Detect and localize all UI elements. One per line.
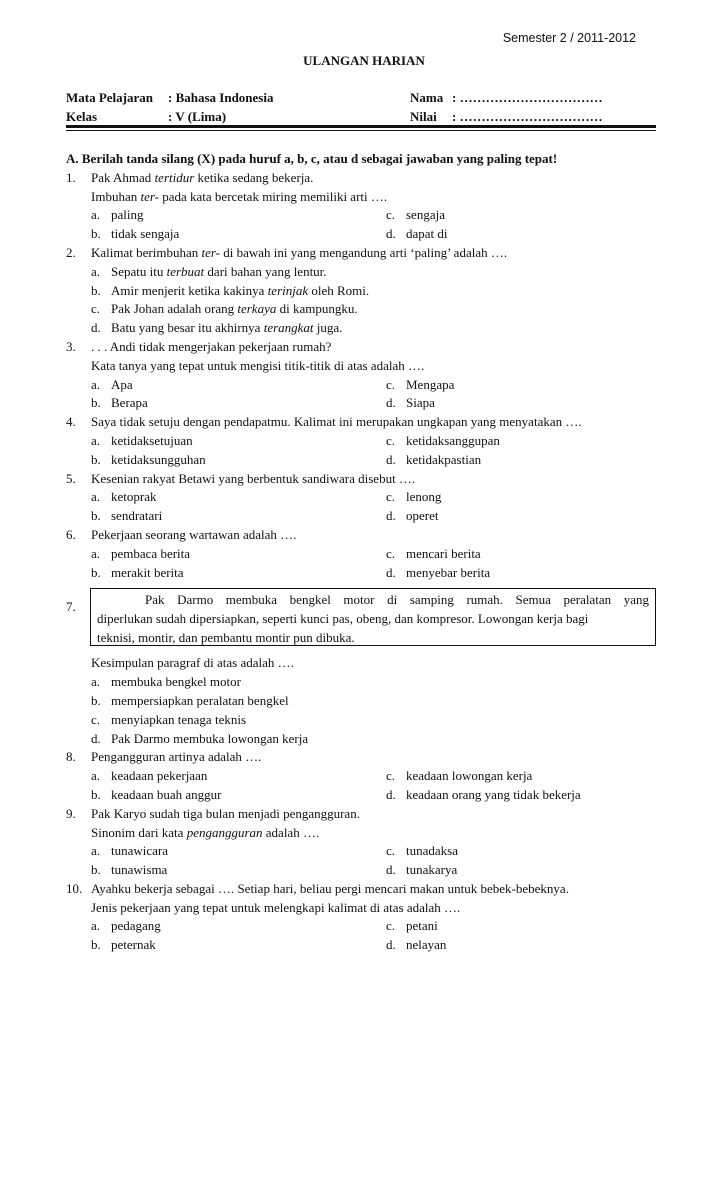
option-a[interactable]: a. tunawicara bbox=[91, 843, 169, 859]
option-a[interactable]: a. paling bbox=[91, 207, 144, 223]
question-7 bbox=[66, 588, 656, 654]
option-d[interactable]: d. Pak Darmo membuka lowongan kerja bbox=[91, 730, 309, 746]
question-10: 10. Ayahku bekerja sebagai …. Setiap hari, beliau pergi mencari makan untuk bebek-bebeknya. bbox=[66, 880, 656, 899]
question-9: 9. Pak Karyo sudah tiga bulan menjadi pengangguran. bbox=[66, 805, 656, 824]
question-stem: Jenis pekerjaan yang tepat untuk melengkapi kalimat di atas adalah …. bbox=[91, 899, 461, 915]
option-b[interactable]: b. mempersiapkan peralatan bengkel bbox=[91, 692, 289, 708]
question-italic: tertidur bbox=[154, 169, 195, 185]
option-a[interactable]: a. Sepatu itu terbuat dari bahan yang lentur. bbox=[91, 263, 327, 279]
option-b[interactable]: b. tidak sengaja bbox=[91, 226, 180, 242]
option-a[interactable]: a. ketoprak bbox=[91, 489, 157, 505]
question-stem: Kesimpulan paragraf di atas adalah …. bbox=[91, 655, 294, 671]
option-c[interactable]: c. mencari berita bbox=[386, 545, 481, 561]
question-number: 2. bbox=[66, 244, 76, 260]
option-a[interactable]: a. pembaca berita bbox=[91, 545, 191, 561]
question-text: ketika sedang bekerja. bbox=[194, 169, 314, 185]
question-1 bbox=[66, 169, 656, 188]
class-label: Kelas bbox=[66, 109, 98, 124]
option-b[interactable]: b. tunawisma bbox=[91, 862, 168, 878]
option-d[interactable]: d. dapat di bbox=[386, 226, 448, 242]
subject-label: Mata Pelajaran bbox=[66, 90, 154, 105]
question-5: 5. Kesenian rakyat Betawi yang berbentuk sandiwara disebut …. bbox=[66, 470, 656, 489]
question-number: 8. bbox=[66, 749, 76, 765]
semester-label: Semester 2 / 2011-2012 bbox=[502, 31, 636, 45]
option-a[interactable]: a. keadaan pekerjaan bbox=[91, 768, 208, 784]
option-b[interactable]: b. merakit berita bbox=[91, 564, 184, 580]
question-8: 8. Pengangguran artinya adalah …. bbox=[66, 748, 656, 767]
option-b[interactable]: b. Amir menjerit ketika kakinya terinjak oleh Romi. bbox=[91, 282, 370, 298]
option-c[interactable]: c. Pak Johan adalah orang terkaya di kampungku. bbox=[91, 301, 358, 317]
subject-value: : Bahasa Indonesia bbox=[168, 90, 274, 105]
header-rule-thick bbox=[66, 125, 656, 128]
question-number: 10. bbox=[66, 880, 83, 896]
option-a[interactable]: a. ketidaksetujuan bbox=[91, 432, 193, 448]
question-number: 4. bbox=[66, 414, 76, 430]
passage-line-1: Pak Darmo membuka bengkel motor di samping rumah. Semua peralatan yang bbox=[145, 592, 649, 608]
question-number: 1. bbox=[66, 169, 76, 185]
option-d[interactable]: d. keadaan orang yang tidak bekerja bbox=[386, 786, 581, 802]
reading-passage-box bbox=[90, 588, 656, 646]
header-rule-thin bbox=[66, 130, 656, 131]
question-number: 6. bbox=[66, 526, 76, 542]
question-italic: ter- bbox=[140, 188, 159, 204]
option-b[interactable]: b. sendratari bbox=[91, 508, 163, 524]
passage-line-3: teknisi, montir, dan pembantu montir pun dibuka. bbox=[97, 630, 355, 646]
option-d[interactable]: d. Batu yang besar itu akhirnya terangkat juga. bbox=[91, 320, 343, 336]
question-number: 7. bbox=[66, 599, 76, 615]
question-stem: Kata tanya yang tepat untuk mengisi titik-titik di atas adalah …. bbox=[91, 357, 425, 373]
score-label: Nilai bbox=[410, 109, 437, 124]
option-a[interactable]: a. Apa bbox=[91, 376, 133, 392]
option-c[interactable]: c. lenong bbox=[386, 489, 442, 505]
option-b[interactable]: b. ketidaksungguhan bbox=[91, 451, 206, 467]
page-title: ULANGAN HARIAN bbox=[303, 53, 425, 68]
option-d[interactable]: d. nelayan bbox=[386, 937, 447, 953]
question-3: 3. . . . Andi tidak mengerjakan pekerjaan rumah? bbox=[66, 338, 656, 357]
option-d[interactable]: d. tunakarya bbox=[386, 862, 458, 878]
option-b[interactable]: b. Berapa bbox=[91, 395, 148, 411]
name-label: Nama bbox=[410, 90, 444, 105]
option-c[interactable]: c. tunadaksa bbox=[386, 843, 458, 859]
question-6: 6. Pekerjaan seorang wartawan adalah …. bbox=[66, 526, 656, 545]
option-c[interactable]: c. sengaja bbox=[386, 207, 445, 223]
option-a[interactable]: a. pedagang bbox=[91, 918, 161, 934]
question-2: 2. Kalimat berimbuhan ter- di bawah ini yang mengandung arti ‘paling’ adalah …. bbox=[66, 244, 656, 263]
option-c[interactable]: c. Mengapa bbox=[386, 376, 455, 392]
section-a-instruction: A. Berilah tanda silang (X) pada huruf a, b, c, atau d sebagai jawaban yang paling tepat! bbox=[66, 151, 558, 166]
question-number: 9. bbox=[66, 805, 76, 821]
question-list: A. Berilah tanda silang (X) pada huruf a, b, c, atau d sebagai jawaban yang paling tepat! 1. Pak Ahmad tertidur ketika sedang bekerja. Imbuhan ter- pada kata bercetak miring memiliki arti …. a. paling c. sengaja b. tidak sengaja d. dapat di 2. Kalimat berimbuhan ter- di bawah ini yang mengandung arti ‘paling’ adalah …. a. Sepatu itu terbuat dari bahan yang lentur. b. Amir menjerit ketika kakinya terinjak oleh Romi. c. Pak Johan adalah orang terkaya di kampungku. d. Batu yang besar itu akhirnya terangkat juga. 3. . . . Andi tidak mengerjakan pekerjaan rumah? Kata tanya yang tepat untuk mengisi titik-titik di atas adalah …. a. Apa c. Mengapa b. Berapa d. Siapa 4. Saya tidak setuju dengan pendapatmu. Kalimat ini merupakan ungkapan yang menyatakan …. a. ketidaksetujuan c. ketidaksanggupan b. ketidaksungguhan d. ketidakpastian 5. Kesenian rakyat Betawi yang berbentuk sandiwara disebut …. a. ketoprak c. lenong b. sendratari d. operet 6. Pekerjaan seorang wartawan adalah …. a. pembaca berita c. mencari berita b. merakit berita d. menyebar berita 7. Pak Darmo membuka bengkel motor di samping rumah. Semua peralatan yang diperlukan sudah dipersiapkan, seperti kunci pas, obeng, dan kompresor. Lowongan kerja bagi teknisi, montir, dan pembantu montir pun dibuka. Kesimpulan paragraf di atas adalah …. a. membuka bengkel motor b. mempersiapkan peralatan bengkel c. menyiapkan tenaga teknis d. Pak Darmo membuka lowongan kerja 8. Pengangguran artinya adalah …. a. keadaan pekerjaan c. keadaan lowongan kerja b. keadaan buah anggur d. keadaan orang yang tidak bekerja 9. Pak Karyo sudah tiga bulan menjadi pengangguran. Sinonim dari kata pengangguran adalah …. a. tunawicara c. tunadaksa b. tunawisma d. tunakarya 10. Ayahku bekerja sebagai …. Setiap hari, beliau pergi mencari makan untuk bebek-bebeknya. Jenis pekerjaan yang tepat untuk melengkapi kalimat di atas adalah …. a. pedagang c. petani b. peternak d. nelayan bbox=[66, 150, 656, 955]
question-stem: Imbuhan bbox=[91, 188, 141, 204]
name-field[interactable]: : …………………………… bbox=[452, 90, 603, 105]
option-d[interactable]: d. Siapa bbox=[386, 395, 435, 411]
option-a[interactable]: a. membuka bengkel motor bbox=[91, 674, 241, 690]
question-4: 4. Saya tidak setuju dengan pendapatmu. Kalimat ini merupakan ungkapan yang menyatakan …. bbox=[66, 413, 656, 432]
option-d[interactable]: d. ketidakpastian bbox=[386, 451, 482, 467]
passage-line-2: diperlukan sudah dipersiapkan, seperti kunci pas, obeng, dan kompresor. Lowongan kerja bagi bbox=[97, 611, 589, 627]
question-stem: pada kata bercetak miring memiliki arti …. bbox=[158, 188, 388, 204]
question-number: 3. bbox=[66, 338, 76, 354]
question-number: 5. bbox=[66, 470, 76, 486]
option-b[interactable]: b. keadaan buah anggur bbox=[91, 786, 222, 802]
option-d[interactable]: d. menyebar berita bbox=[386, 564, 491, 580]
option-c[interactable]: c. ketidaksanggupan bbox=[386, 432, 500, 448]
option-c[interactable]: c. petani bbox=[386, 918, 438, 934]
option-b[interactable]: b. peternak bbox=[91, 937, 156, 953]
option-c[interactable]: c. menyiapkan tenaga teknis bbox=[91, 711, 247, 727]
question-text: Pak Ahmad bbox=[91, 169, 155, 185]
option-c[interactable]: c. keadaan lowongan kerja bbox=[386, 768, 533, 784]
option-d[interactable]: d. operet bbox=[386, 508, 439, 524]
class-value: : V (Lima) bbox=[168, 109, 227, 124]
score-field[interactable]: : …………………………… bbox=[452, 109, 603, 124]
